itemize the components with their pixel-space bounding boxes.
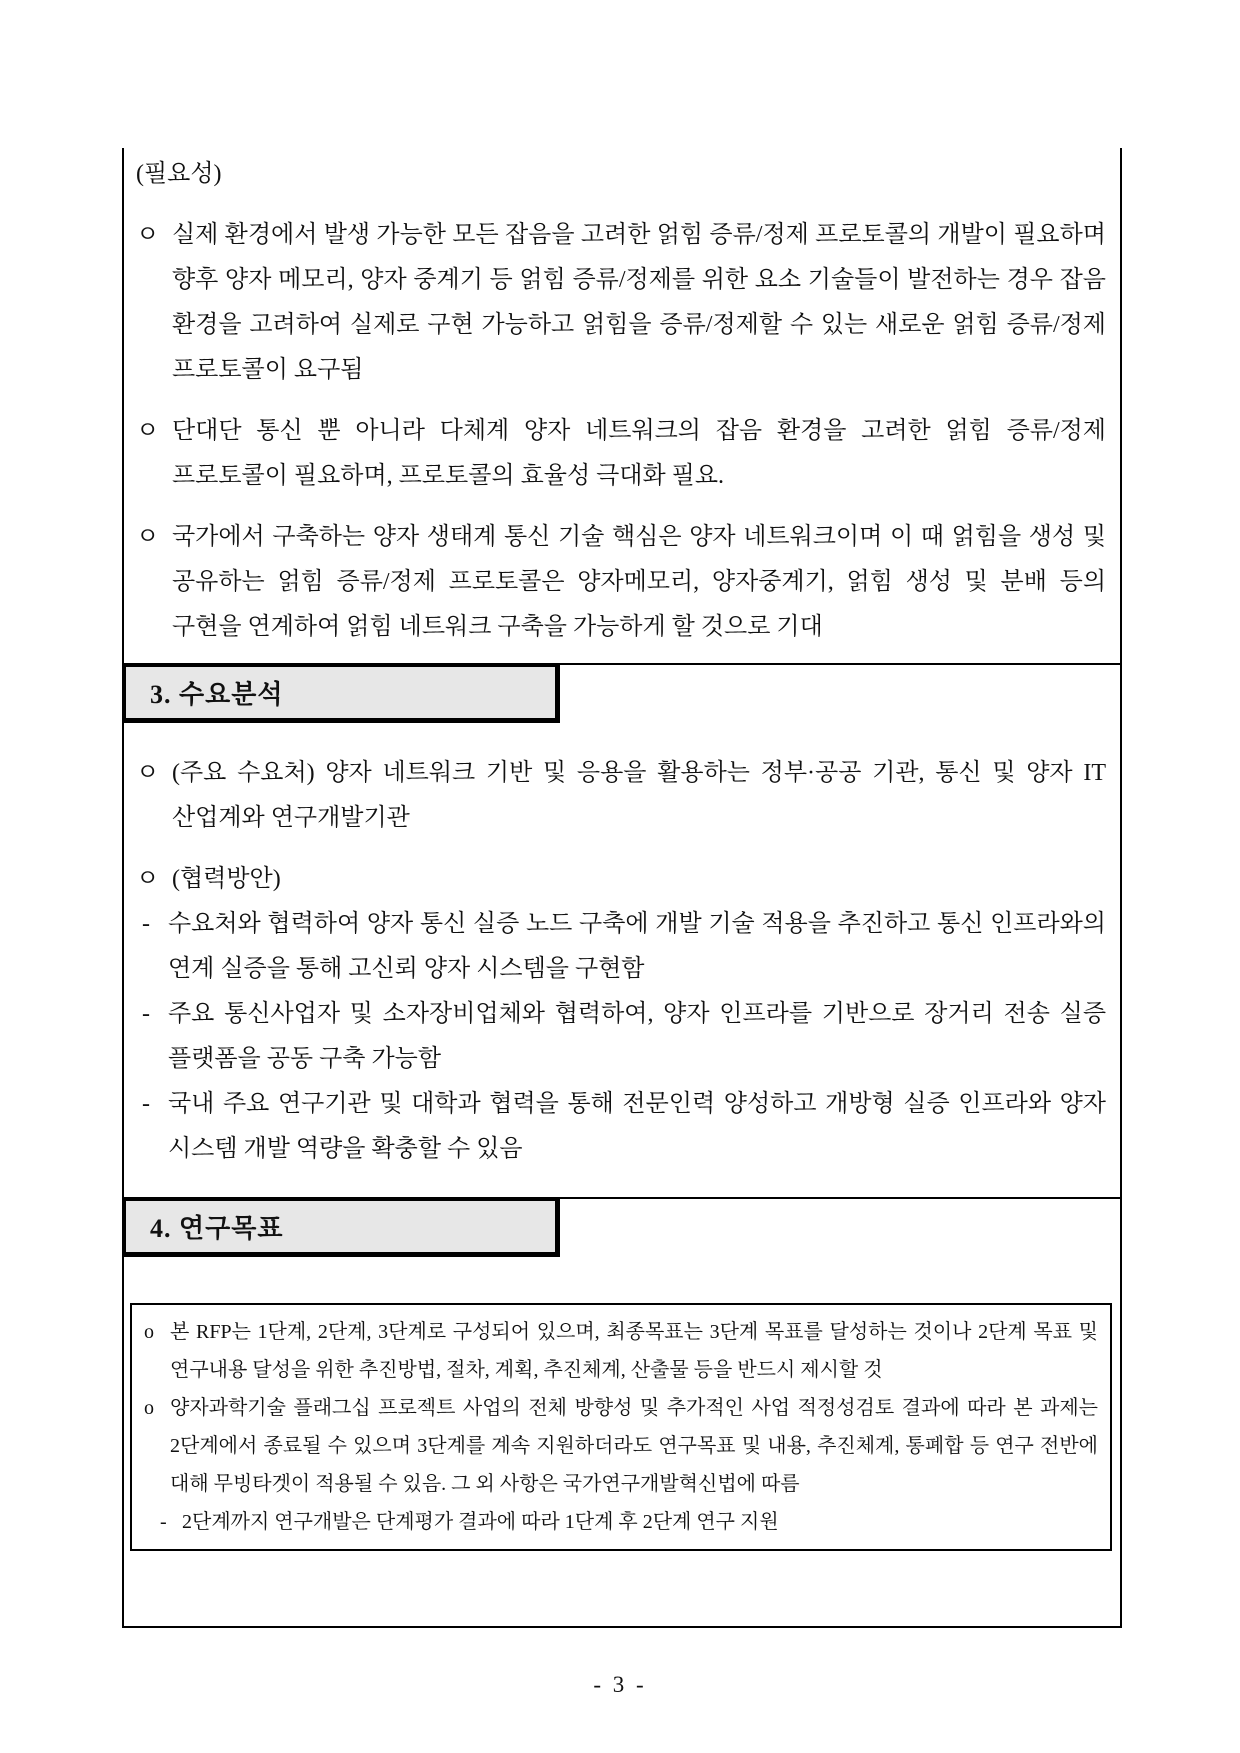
- circle-bullet-marker: o: [144, 1321, 154, 1343]
- necessity-section: [124, 148, 1120, 665]
- necessity-bullet-1: [136, 213, 1106, 393]
- note-item-2: [144, 1389, 1098, 1503]
- necessity-bullet-2: [136, 409, 1106, 499]
- demand-bullet-1: [136, 751, 1106, 841]
- demand-analysis-section: [124, 665, 1120, 1199]
- note-text: 본 RFP는 1단계, 2단계, 3단계로 구성되어 있으며, 최종목표는 3단계 목표를 달성하는 것이나 2단계 목표 및 연구내용 달성을 위한 추진방법, 절차, 계획, 추진체계, 산출물 등을 반드시 제시할 것: [170, 1321, 1098, 1381]
- research-goal-section: [124, 1199, 1120, 1624]
- bullet-text: 국내 주요 연구기관 및 대학과 협력을 통해 전문인력 양성하고 개방형 실증 인프라와 양자 시스템 개발 역량을 확충할 수 있음: [168, 1091, 1106, 1162]
- dash-bullet-marker: -: [142, 911, 150, 937]
- dash-bullet-marker: -: [142, 1001, 150, 1027]
- note-item-3: [144, 1503, 1098, 1541]
- cooperation-sub-bullet-3: [142, 1082, 1106, 1172]
- circle-bullet-marker: ㅇ: [136, 866, 160, 892]
- circle-bullet-marker: ㅇ: [136, 418, 160, 444]
- section-header-demand-analysis: [124, 665, 560, 723]
- bullet-text: (협력방안): [172, 866, 281, 892]
- bullet-text: 단대단 통신 뿐 아니라 다체계 양자 네트워크의 잡음 환경을 고려한 얽힘 증류/정제 프로토콜이 필요하며, 프로토콜의 효율성 극대화 필요.: [172, 418, 1106, 489]
- cooperation-sub-bullet-2: [142, 992, 1106, 1082]
- note-text: 2단계까지 연구개발은 단계평가 결과에 따라 1단계 후 2단계 연구 지원: [182, 1511, 779, 1533]
- circle-bullet-marker: ㅇ: [136, 524, 160, 550]
- section-header-research-goal: [124, 1199, 560, 1257]
- bullet-text: 실제 환경에서 발생 가능한 모든 잡음을 고려한 얽힘 증류/정제 프로토콜의 개발이 필요하며 향후 양자 메모리, 양자 중계기 등 얽힘 증류/정제를 위한 요소 기술들이 발전하는 경우 잡음 환경을 고려하여 실제로 구현 가능하고 얽힘을 증류/정제할 수 있는 새로운 얽힘 증류/정제 프로토콜이 요구됨: [172, 222, 1106, 383]
- circle-bullet-marker: ㅇ: [136, 760, 160, 786]
- content-frame: [122, 148, 1122, 1628]
- page-number: - 3 -: [593, 1672, 647, 1697]
- note-item-1: [144, 1313, 1098, 1389]
- cooperation-sub-bullet-1: [142, 902, 1106, 992]
- bullet-text: 국가에서 구축하는 양자 생태계 통신 기술 핵심은 양자 네트워크이며 이 때 얽힘을 생성 및 공유하는 얽힘 증류/정제 프로토콜은 양자메모리, 양자중계기, 얽힘 생성 및 분배 등의 구현을 연계하여 얽힘 네트워크 구축을 가능하게 할 것으로 기대: [172, 524, 1106, 640]
- dash-bullet-marker: -: [160, 1511, 167, 1533]
- note-text: 양자과학기술 플래그십 프로젝트 사업의 전체 방향성 및 추가적인 사업 적정성검토 결과에 따라 본 과제는 2단계에서 종료될 수 있으며 3단계를 계속 지원하더라도 연구목표 및 내용, 추진체계, 통폐합 등 연구 전반에 대해 무빙타겟이 적용될 수 있음. 그 외 사항은 국가연구개발혁신법에 따름: [170, 1397, 1098, 1495]
- demand-bullet-2: [136, 857, 1106, 902]
- circle-bullet-marker: ㅇ: [136, 222, 160, 248]
- section-title: 4. 연구목표: [150, 1214, 284, 1243]
- bullet-text: 수요처와 협력하여 양자 통신 실증 노드 구축에 개발 기술 적용을 추진하고 통신 인프라와의 연계 실증을 통해 고신뢰 양자 시스템을 구현함: [168, 911, 1106, 982]
- rfp-note-box: [130, 1303, 1112, 1551]
- bullet-text: 주요 통신사업자 및 소자장비업체와 협력하여, 양자 인프라를 기반으로 장거리 전송 실증 플랫폼을 공동 구축 가능함: [168, 1001, 1106, 1072]
- bullet-text: (주요 수요처) 양자 네트워크 기반 및 응용을 활용하는 정부·공공 기관, 통신 및 양자 IT 산업계와 연구개발기관: [172, 760, 1106, 831]
- section-title: 3. 수요분석: [150, 680, 284, 709]
- dash-bullet-marker: -: [142, 1091, 150, 1117]
- circle-bullet-marker: o: [144, 1397, 154, 1419]
- necessity-heading: (필요성): [136, 161, 222, 187]
- necessity-bullet-3: [136, 515, 1106, 650]
